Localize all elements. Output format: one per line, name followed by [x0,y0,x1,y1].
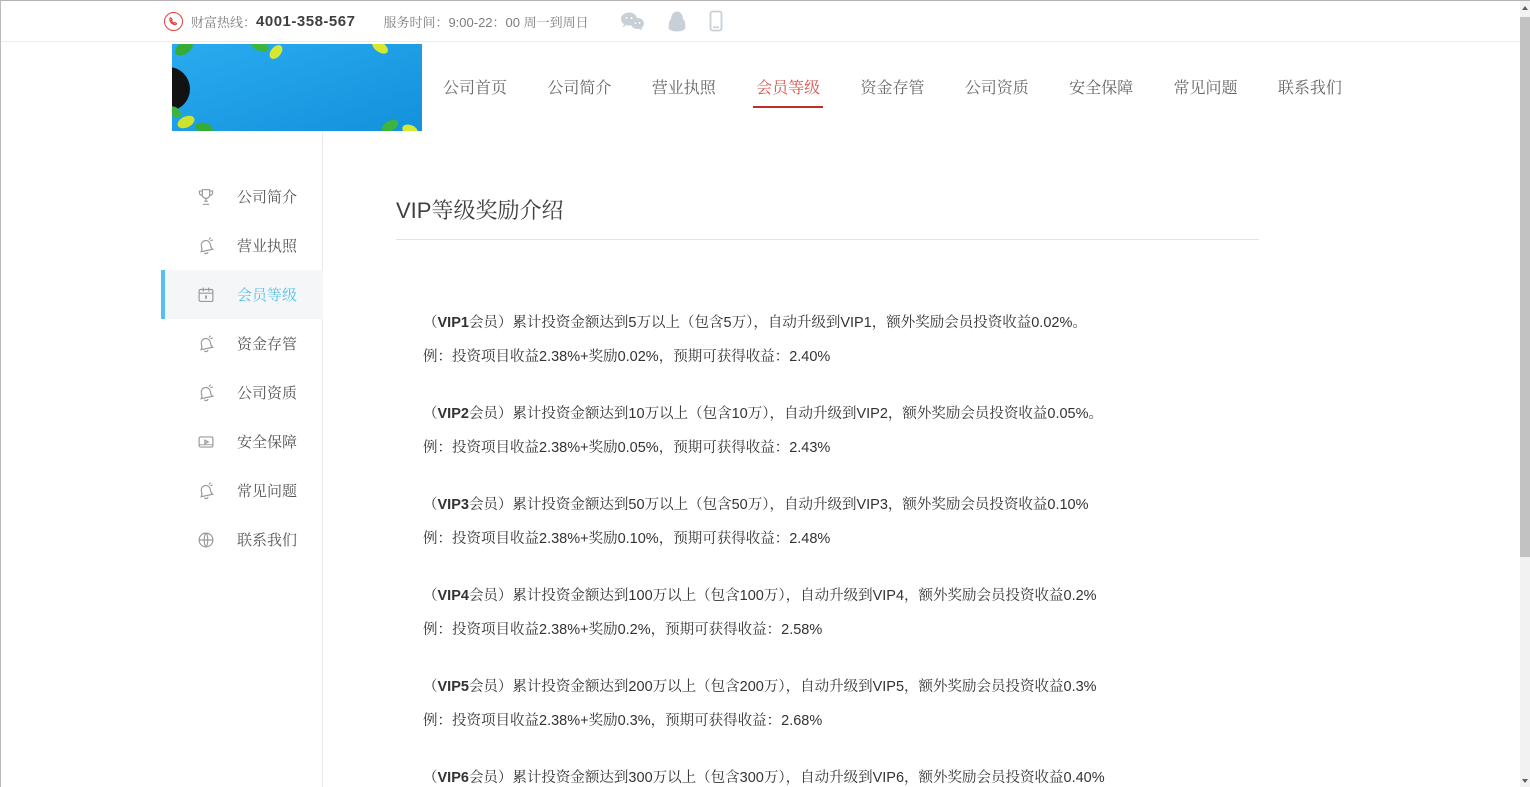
nav-item-business-license[interactable]: 营业执照 [651,79,716,97]
sidebar-item-label: 营业执照 [237,238,298,255]
sidebar-item-business-license[interactable] [161,221,323,270]
sidebar-item-label: 公司简介 [237,189,298,206]
nav-item-member-level[interactable]: 会员等级 [753,67,823,108]
vip-example: 例：投资项目收益2.38%+奖励0.02%，预期可获得收益：2.40% [423,349,831,365]
vip-example: 例：投资项目收益2.38%+奖励0.2%，预期可获得收益：2.58% [423,622,823,638]
vip-description: （VIP4会员）累计投资金额达到100万以上（包含100万），自动升级到VIP4，额外奖励会员投资收益0.2% [423,588,1097,604]
vip-item-2 [423,397,1530,465]
sidebar-item-label: 公司资质 [237,385,298,402]
hotline-phone-icon [164,12,183,31]
sidebar-item-label: 联系我们 [237,532,298,549]
video-icon [195,431,217,453]
trophy-icon [195,186,217,208]
site-header [1,42,1530,132]
vip-description: （VIP3会员）累计投资金额达到50万以上（包含50万），自动升级到VIP3，额外奖励会员投资收益0.10% [423,497,1089,513]
nav-item-company-qualification[interactable]: 公司资质 [964,79,1029,97]
vip-item-1 [423,306,1530,374]
main-area [1,132,1530,787]
bell-icon [195,382,217,404]
scrollbar-thumb[interactable] [1520,17,1530,557]
topbar [1,1,1530,42]
sidebar-item-company-qualification[interactable] [161,368,323,417]
nav-item-faq[interactable]: 常见问题 [1173,79,1238,97]
hotline-number: 4001-358-567 [256,12,356,30]
site-logo[interactable] [172,44,422,131]
bell-icon [195,333,217,355]
sidebar-item-label: 会员等级 [237,287,298,304]
vip-description: （VIP1会员）累计投资金额达到5万以上（包含5万），自动升级到VIP1，额外奖励会员投资收益0.02%。 [423,315,1087,331]
sidebar-item-label: 常见问题 [237,483,298,500]
mobile-icon[interactable] [709,10,723,32]
sidebar-item-label: 安全保障 [237,434,298,451]
sidebar-item-label: 资金存管 [237,336,298,353]
sidebar-item-contact[interactable] [161,515,323,564]
sidebar-item-fund-custody[interactable] [161,319,323,368]
qq-icon[interactable] [667,10,687,32]
topbar-social-icons [619,10,723,32]
scroll-down-arrow-icon[interactable] [1520,774,1530,787]
vip-item-6 [423,761,1530,787]
vip-item-3 [423,488,1530,556]
sidebar-item-faq[interactable] [161,466,323,515]
vertical-scrollbar[interactable] [1520,1,1530,787]
vip-item-5 [423,670,1530,738]
bell-icon [195,480,217,502]
globe-icon [195,529,217,551]
title-divider [396,239,1259,240]
vip-example: 例：投资项目收益2.38%+奖励0.10%，预期可获得收益：2.48% [423,531,831,547]
vip-example: 例：投资项目收益2.38%+奖励0.05%，预期可获得收益：2.43% [423,440,831,456]
hotline-label: 财富热线： [191,14,257,30]
bell-icon [195,235,217,257]
vip-item-4 [423,579,1530,647]
vip-description: （VIP2会员）累计投资金额达到10万以上（包含10万），自动升级到VIP2，额外奖励会员投资收益0.05%。 [423,406,1103,422]
service-hours: 服务时间：9:00-22：00 周一到周日 [383,14,589,30]
vip-example: 例：投资项目收益2.38%+奖励0.3%，预期可获得收益：2.68% [423,713,823,729]
content [323,132,1530,787]
scroll-up-arrow-icon[interactable] [1520,1,1530,15]
nav-item-fund-custody[interactable]: 资金存管 [860,79,925,97]
sidebar [1,132,323,787]
sidebar-item-company-profile[interactable] [161,172,323,221]
nav-item-security[interactable]: 安全保障 [1069,79,1134,97]
sidebar-item-security[interactable] [161,417,323,466]
nav-item-home[interactable]: 公司首页 [443,79,508,97]
calendar-icon [195,284,217,306]
nav-item-company-profile[interactable]: 公司简介 [547,79,612,97]
main-nav [440,67,1345,108]
vip-description: （VIP6会员）累计投资金额达到300万以上（包含300万），自动升级到VIP6，额外奖励会员投资收益0.40% [423,770,1105,786]
nav-item-contact[interactable]: 联系我们 [1277,79,1342,97]
vip-description: （VIP5会员）累计投资金额达到200万以上（包含200万），自动升级到VIP5，额外奖励会员投资收益0.3% [423,679,1097,695]
wechat-icon[interactable] [619,10,645,32]
vip-list [396,306,1530,787]
page-title: VIP等级奖励介绍 [396,198,564,223]
sidebar-item-member-level[interactable] [161,270,323,319]
